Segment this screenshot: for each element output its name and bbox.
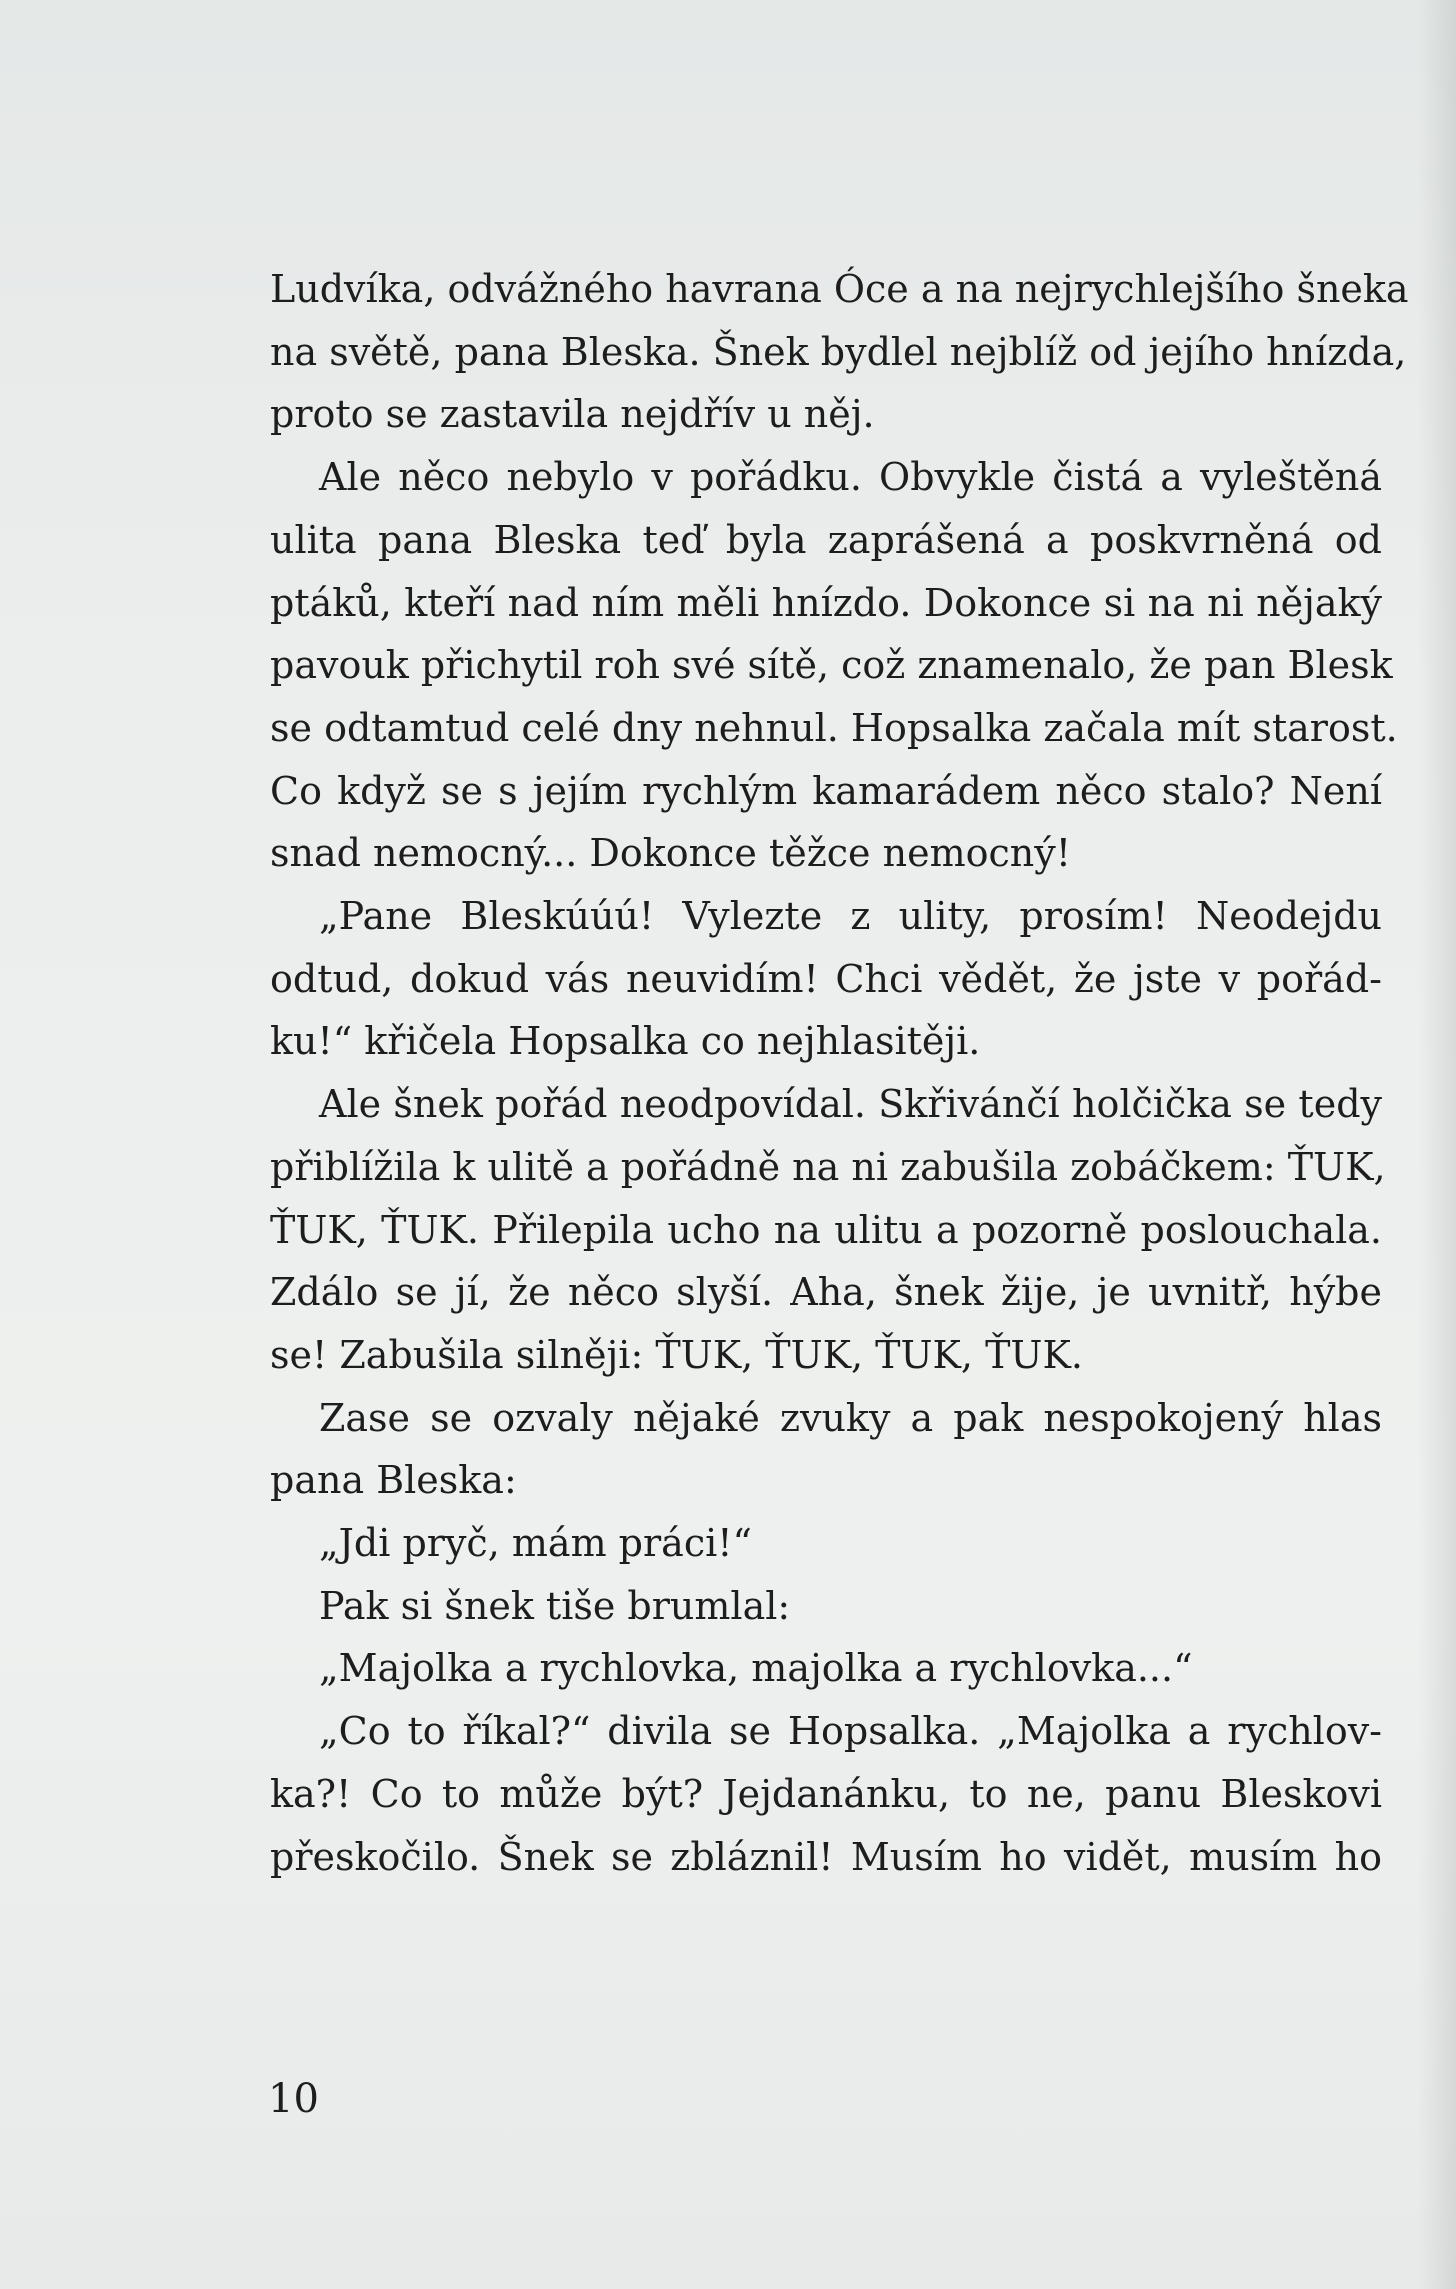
text-line: ulita pana Bleska teď byla zaprášená a poskvrněná od [270, 517, 1382, 562]
text-line: ptáků, kteří nad ním měli hnízdo. Dokonce si na ni nějaký [270, 580, 1382, 625]
paragraph [270, 885, 1382, 1073]
text-line: se odtamtud celé dny nehnul. Hopsalka začala mít starost. [270, 705, 1398, 750]
text-line: odtud, dokud vás neuvidím! Chci vědět, že jste v pořád- [270, 956, 1382, 1001]
paragraph [270, 1637, 1382, 1700]
body-text [270, 258, 1409, 1888]
text-line: se! Zabušila silněji: ŤUK, ŤUK, ŤUK, ŤUK. [270, 1332, 1083, 1377]
text-line: Ale něco nebylo v pořádku. Obvykle čistá a vyleštěná [319, 455, 1382, 500]
text-line: Co když se s jejím rychlým kamarádem něco stalo? Není [270, 768, 1382, 813]
text-line: Zase se ozvaly nějaké zvuky a pak nespokojený hlas [319, 1395, 1382, 1440]
text-line: Ludvíka, odvážného havrana Óce a na nejrychlejšího šneka [270, 267, 1409, 311]
text-line: na světě, pana Bleska. Šnek bydlel nejblíž od jejího hnízda, [270, 329, 1407, 374]
text-line: „Co to říkal?“ divila se Hopsalka. „Majolka a rychlov- [319, 1709, 1382, 1754]
paragraph [270, 1387, 1382, 1512]
text-line: Zdálo se jí, že něco slyší. Aha, šnek žije, je uvnitř, hýbe [270, 1270, 1382, 1315]
text-line: pavouk přichytil roh své sítě, což znamenalo, že pan Blesk [270, 643, 1393, 688]
text-line: „Majolka a rychlovka, majolka a rychlovka...“ [319, 1646, 1193, 1691]
paragraph [270, 258, 1409, 446]
text-line: „Jdi pryč, mám práci!“ [319, 1521, 752, 1566]
text-line: snad nemocný... Dokonce těžce nemocný! [270, 831, 1071, 876]
page-edge-shadow [1418, 0, 1456, 2289]
text-line: „Pane Bleskúúú! Vylezte z ulity, prosím! Neodejdu [319, 894, 1382, 939]
text-line: pana Bleska: [270, 1458, 517, 1503]
paragraph [270, 1512, 1382, 1575]
paragraph [270, 1073, 1386, 1387]
text-line: ka?! Co to může být? Jejdanánku, to ne, panu Bleskovi [270, 1771, 1382, 1816]
text-line: přeskočilo. Šnek se zbláznil! Musím ho vidět, musím ho [270, 1834, 1382, 1879]
paragraph [270, 1575, 1382, 1638]
page-number: 10 [268, 2076, 319, 2122]
text-line: proto se zastavila nejdřív u něj. [270, 392, 875, 437]
paragraph [270, 446, 1398, 885]
paragraph [270, 1700, 1382, 1888]
text-line: Ale šnek pořád neodpovídal. Skřivánčí holčička se tedy [319, 1082, 1382, 1127]
text-line: přiblížila k ulitě a pořádně na ni zabušila zobáčkem: ŤUK, [270, 1144, 1386, 1189]
text-line: Pak si šnek tiše brumlal: [319, 1583, 791, 1628]
text-line: ŤUK, ŤUK. Přilepila ucho na ulitu a pozorně poslouchala. [270, 1207, 1382, 1252]
text-line: ku!“ křičela Hopsalka co nejhlasitěji. [270, 1019, 981, 1064]
